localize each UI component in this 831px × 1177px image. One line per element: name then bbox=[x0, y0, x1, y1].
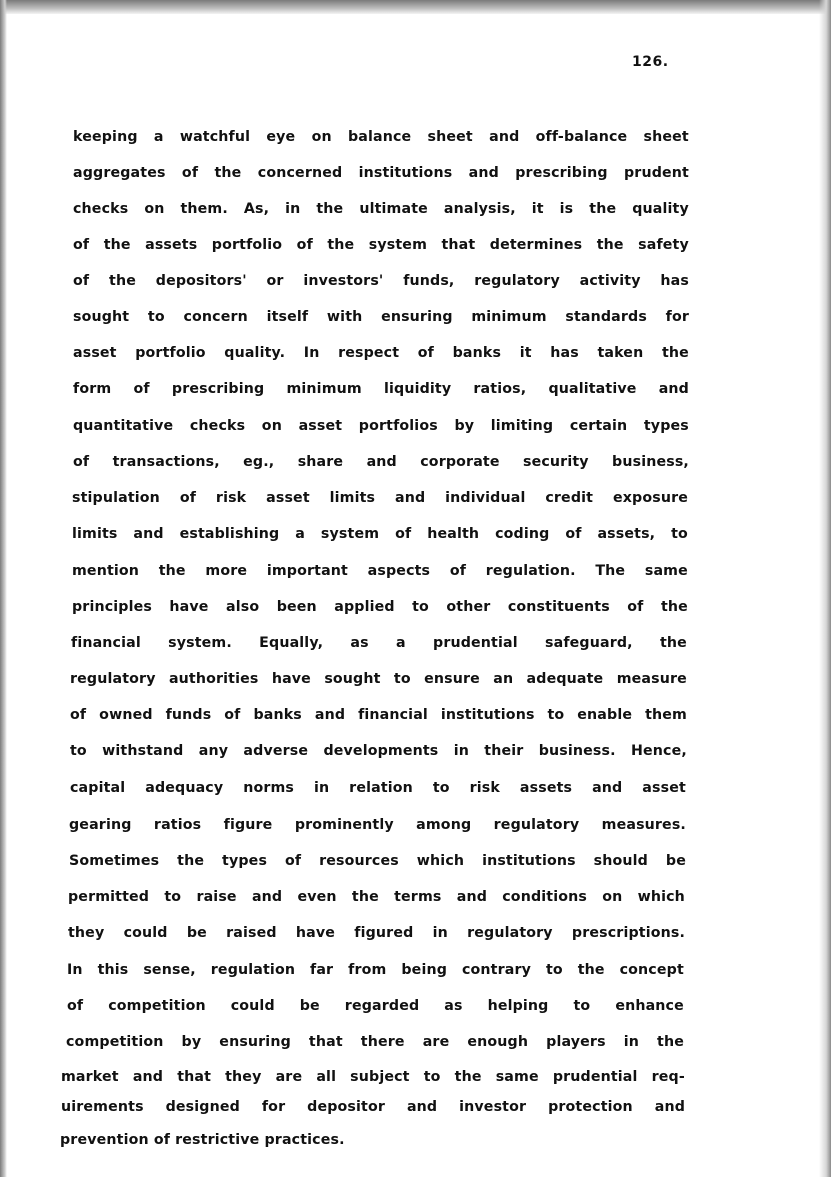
text-line: checks on them. As, in the ultimate analysis, it is the quality bbox=[73, 201, 689, 217]
text-line: aggregates of the concerned institutions and prescribing prudent bbox=[73, 165, 689, 181]
text-line: of the assets portfolio of the system that determines the safety bbox=[73, 237, 689, 253]
text-line: prevention of restrictive practices. bbox=[60, 1132, 345, 1148]
page-number: 126. bbox=[632, 54, 669, 70]
text-line: quantitative checks on asset portfolios by limiting certain types bbox=[73, 418, 689, 434]
text-line: of transactions, eg., share and corporate security business, bbox=[73, 454, 689, 470]
text-line: market and that they are all subject to the same prudential req- bbox=[61, 1069, 685, 1085]
text-line: competition by ensuring that there are enough players in the bbox=[66, 1034, 684, 1050]
text-line: of owned funds of banks and financial institutions to enable them bbox=[70, 707, 687, 723]
text-line: In this sense, regulation far from being contrary to the concept bbox=[67, 962, 684, 978]
text-line: limits and establishing a system of health coding of assets, to bbox=[72, 526, 688, 542]
text-line: stipulation of risk asset limits and individual credit exposure bbox=[72, 490, 688, 506]
text-line: they could be raised have figured in regulatory prescriptions. bbox=[68, 925, 685, 941]
text-line: mention the more important aspects of regulation. The same bbox=[72, 563, 688, 579]
text-line: to withstand any adverse developments in their business. Hence, bbox=[70, 743, 687, 759]
text-line: of the depositors' or investors' funds, regulatory activity has bbox=[73, 273, 689, 289]
text-line: keeping a watchful eye on balance sheet and off-balance sheet bbox=[73, 129, 689, 145]
text-line: form of prescribing minimum liquidity ratios, qualitative and bbox=[73, 381, 689, 397]
text-line: regulatory authorities have sought to ensure an adequate measure bbox=[70, 671, 687, 687]
text-line: principles have also been applied to other constituents of the bbox=[72, 599, 688, 615]
text-line: gearing ratios figure prominently among regulatory measures. bbox=[69, 817, 686, 833]
text-line: permitted to raise and even the terms and conditions on which bbox=[68, 889, 685, 905]
text-line: of competition could be regarded as helping to enhance bbox=[67, 998, 684, 1014]
text-line: financial system. Equally, as a prudential safeguard, the bbox=[71, 635, 687, 651]
text-line: asset portfolio quality. In respect of banks it has taken the bbox=[73, 345, 689, 361]
text-line: uirements designed for depositor and investor protection and bbox=[61, 1099, 685, 1115]
text-line: Sometimes the types of resources which institutions should be bbox=[69, 853, 686, 869]
text-line: sought to concern itself with ensuring minimum standards for bbox=[73, 309, 689, 325]
text-line: capital adequacy norms in relation to risk assets and asset bbox=[70, 780, 686, 796]
